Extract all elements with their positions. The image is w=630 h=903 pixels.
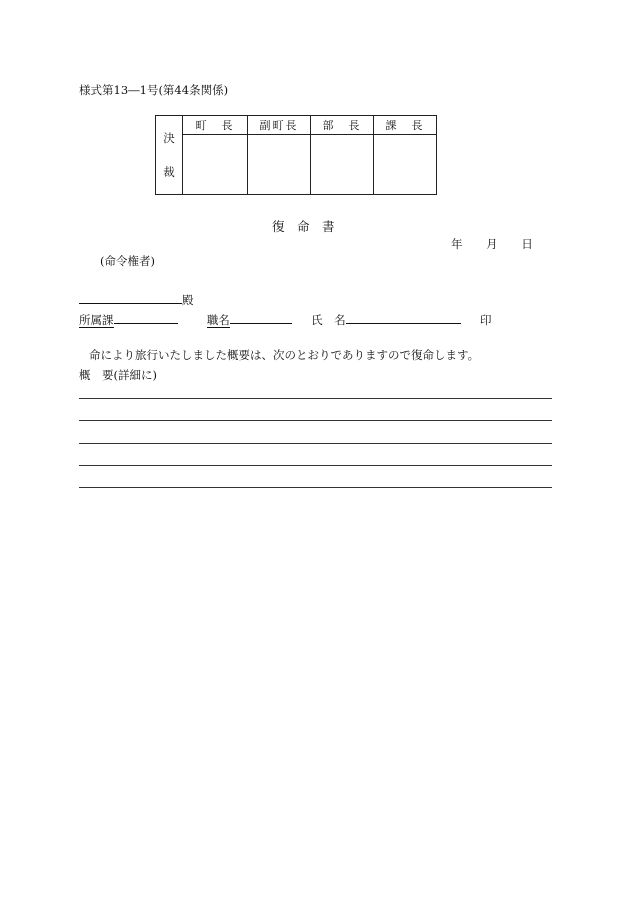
approval-header-section-head: 課 長 [374, 116, 437, 135]
addressee-line [79, 290, 194, 308]
date-day: 日 [521, 237, 533, 251]
name-label: 氏 名 [311, 313, 346, 327]
statement-text: 命により旅行いたしました概要は、次のとおりでありますので復命します。 [89, 348, 480, 362]
approval-side-top: 決 [163, 131, 175, 145]
summary-line[interactable] [79, 398, 552, 399]
summary-line[interactable] [79, 487, 552, 488]
department-field[interactable] [114, 310, 178, 324]
department-label: 所属課 [79, 313, 114, 327]
date-line [451, 236, 533, 252]
addressee-field[interactable] [79, 290, 182, 304]
summary-line[interactable] [79, 420, 552, 421]
position-field[interactable] [230, 310, 292, 324]
approval-header-mayor: 町 長 [183, 116, 248, 135]
document-title: 復 命 書 [272, 219, 335, 234]
approval-stamp-table [155, 115, 437, 195]
addressee-suffix: 殿 [182, 293, 194, 307]
approval-stamp-cell-section-head[interactable] [374, 135, 437, 195]
summary-line[interactable] [79, 465, 552, 466]
date-year: 年 [451, 237, 463, 251]
form-number: 様式第13―1号(第44条関係) [79, 83, 229, 97]
seal-label: 印 [479, 313, 492, 327]
approval-side-bottom: 裁 [163, 165, 175, 179]
approval-stamp-cell-department-head[interactable] [311, 135, 374, 195]
signature-line [79, 310, 491, 328]
approval-header-deputy-mayor: 副町長 [248, 116, 311, 135]
summary-line[interactable] [79, 443, 552, 444]
approval-stamp-cell-deputy-mayor[interactable] [248, 135, 311, 195]
position-label: 職名 [206, 313, 230, 327]
authority-label: (命令権者) [100, 254, 155, 268]
date-month: 月 [486, 237, 498, 251]
name-field[interactable] [346, 310, 461, 324]
summary-label: 概 要(詳細に) [79, 368, 157, 382]
approval-stamp-cell-mayor[interactable] [183, 135, 248, 195]
approval-header-department-head: 部 長 [311, 116, 374, 135]
approval-side-label [156, 116, 183, 195]
